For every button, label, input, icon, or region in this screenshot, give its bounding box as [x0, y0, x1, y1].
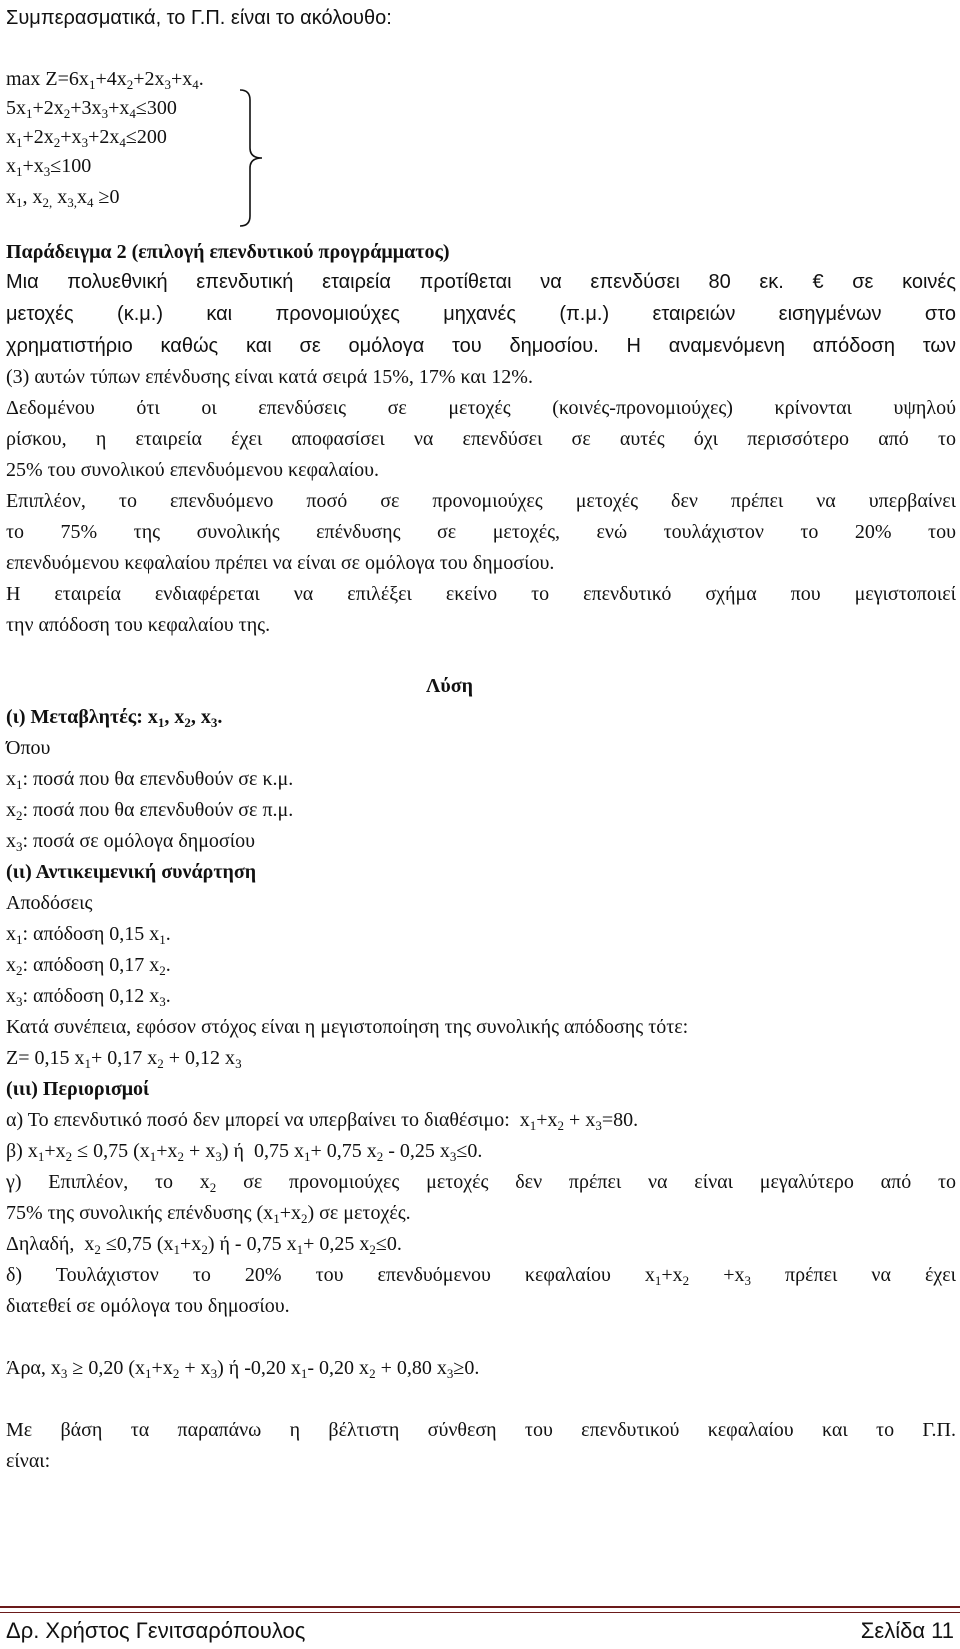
constraint-b: β) $x_1+x_2 \le 0,75$ $(x_1+x_2 + x_3)$ ή 0,75 $x_1+ 0,75$ $x_2 - 0,25$ $x_3\le 0$.	[6, 1140, 483, 1164]
return-x2: $x_2$: απόδοση 0,17 $x_2$.	[6, 954, 171, 978]
model1-constraint-3: $x_1+x_3\le 100$	[6, 155, 92, 179]
example-p1-line4: (3) αυτών τύπων επένδυσης είναι κατά σειρά 15%, 17% και 12%.	[6, 366, 533, 388]
solution-title: Λύση	[426, 675, 473, 697]
footer-rule	[0, 1606, 960, 1608]
constraint-c-line1: γ) Επιπλέον, το $x_2$ σε προνομιούχες μετοχές δεν πρέπει να είναι μεγαλύτερο από το	[6, 1171, 957, 1195]
constraint-c-that-is: Δηλαδή, $x_2 \le 0,75$ $(x_1+x_2)$ ή - 0,75 $x_1+ 0,25$ $x_2\le 0$.	[6, 1233, 402, 1257]
brace-icon	[236, 88, 266, 228]
returns-label: Αποδόσεις	[6, 892, 93, 914]
example-p2-line3: 25% του συνολικού επενδυόμενου κεφαλαίου.	[6, 459, 379, 481]
constraint-c-line2: 75% της συνολικής επένδυσης $(x_1+x_2)$ σε μετοχές.	[6, 1202, 411, 1226]
model1-constraint-1: $5x_1+2x_2+3x_3+x_4\le 300$	[6, 97, 177, 121]
example-p3-line2: το 75% της συνολικής επένδυσης σε μετοχές, ενώ τουλάχιστον το 20% του	[6, 521, 956, 543]
model1-constraint-2: $x_1+2x_2+x_3+2x_4\le 200$	[6, 126, 167, 150]
constraint-a: α) Το επενδυτικό ποσό δεν μπορεί να υπερβαίνει το διαθέσιμο: $x_1+x_2 + x_3=80$.	[6, 1109, 639, 1133]
objective-function: Z= 0,15 $x_1+ 0,17$ $x_2 + 0,12$ $x_3$	[6, 1047, 242, 1071]
final-line1: Με βάση τα παραπάνω η βέλτιστη σύνθεση του επενδυτικού κεφαλαίου και το Γ.Π.	[6, 1419, 956, 1441]
return-x1: $x_1$: απόδοση 0,15 $x_1$.	[6, 923, 171, 947]
objective-heading: (ιι) Αντικειμενική συνάρτηση	[6, 861, 257, 883]
example-p1-line1: Μια πολυεθνική επενδυτική εταιρεία προτίθεται να επενδύσει 80 εκ. € σε κοινές	[6, 271, 956, 293]
example-p2-line1: Δεδομένου ότι οι επενδύσεις σε μετοχές (κοινές-προνομιούχες) κρίνονται υψηλού	[6, 397, 956, 419]
x1-definition: $x_1$: ποσά που θα επενδυθούν σε κ.μ.	[6, 768, 294, 792]
footer-author: Δρ. Χρήστος Γενιτσαρόπουλος	[6, 1618, 306, 1643]
where-label: Όπου	[6, 737, 51, 759]
footer-rule-thin	[0, 1612, 960, 1613]
consequently-line: Κατά συνέπεια, εφόσον στόχος είναι η μεγιστοποίηση της συνολικής απόδοσης τότε:	[6, 1016, 689, 1038]
x2-definition: $x_2$: ποσά που θα επενδυθούν σε π.μ.	[6, 799, 294, 823]
example-p2-line2: ρίσκου, η εταιρεία έχει αποφασίσει να επενδύσει σε αυτές όχι περισσότερο από το	[6, 428, 956, 450]
model1-nonnegativity: $x_1$, $x_{2,}$ $x_{3,}x_4 \ge 0$	[6, 186, 120, 210]
example-p3-line3: επενδυόμενου κεφαλαίου πρέπει να είναι σε ομόλογα του δημοσίου.	[6, 552, 555, 574]
example-p4-line2: την απόδοση του κεφαλαίου της.	[6, 614, 271, 636]
example-p1-line2: μετοχές (κ.μ.) και προνομιούχες μηχανές (π.μ.) εταιρειών εισηγμένων στο	[6, 303, 956, 325]
example-p3-line1: Επιπλέον, το επενδυόμενο ποσό σε προνομιούχες μετοχές δεν πρέπει να υπερβαίνει	[6, 490, 956, 512]
final-line2: είναι:	[6, 1450, 51, 1472]
constraint-d-so: Άρα, $x_3 \ge 0,20$ $(x_1+x_2 + x_3)$ ή -0,20 $x_1-$ 0,20 $x_2 + 0,80$ $x_3\ge 0$.	[6, 1357, 480, 1381]
example-p4-line1: Η εταιρεία ενδιαφέρεται να επιλέξει εκείνο το επενδυτικό σχήμα που μεγιστοποιεί	[6, 583, 956, 605]
return-x3: $x_3$: απόδοση 0,12 $x_3$.	[6, 985, 171, 1009]
example-heading: Παράδειγμα 2 (επιλογή επενδυτικού προγράμματος)	[6, 241, 450, 263]
constraints-heading: (ιιι) Περιορισμοί	[6, 1078, 150, 1100]
model1-objective: $\max Z=6x_1+4x_2+2x_3+x_4$.	[6, 68, 204, 92]
constraint-d-line2: διατεθεί σε ομόλογα του δημοσίου.	[6, 1295, 290, 1317]
footer-page-number: Σελίδα 11	[860, 1618, 954, 1643]
variables-heading: (ι) Μεταβλητές: $x_1$, $x_2$, $x_3$.	[6, 706, 223, 730]
intro-line: Συμπερασματικά, το Γ.Π. είναι το ακόλουθο:	[6, 7, 392, 29]
constraint-d-line1: δ) Τουλάχιστον το 20% του επενδυόμενου κεφαλαίου $x_1+x_2 +x_3$ πρέπει να έχει	[6, 1264, 956, 1288]
x3-definition: $x_3$: ποσά σε ομόλογα δημοσίου	[6, 830, 255, 854]
example-p1-line3: χρηματιστήριο καθώς και σε ομόλογα του δημοσίου. Η αναμενόμενη απόδοση των	[6, 335, 956, 357]
